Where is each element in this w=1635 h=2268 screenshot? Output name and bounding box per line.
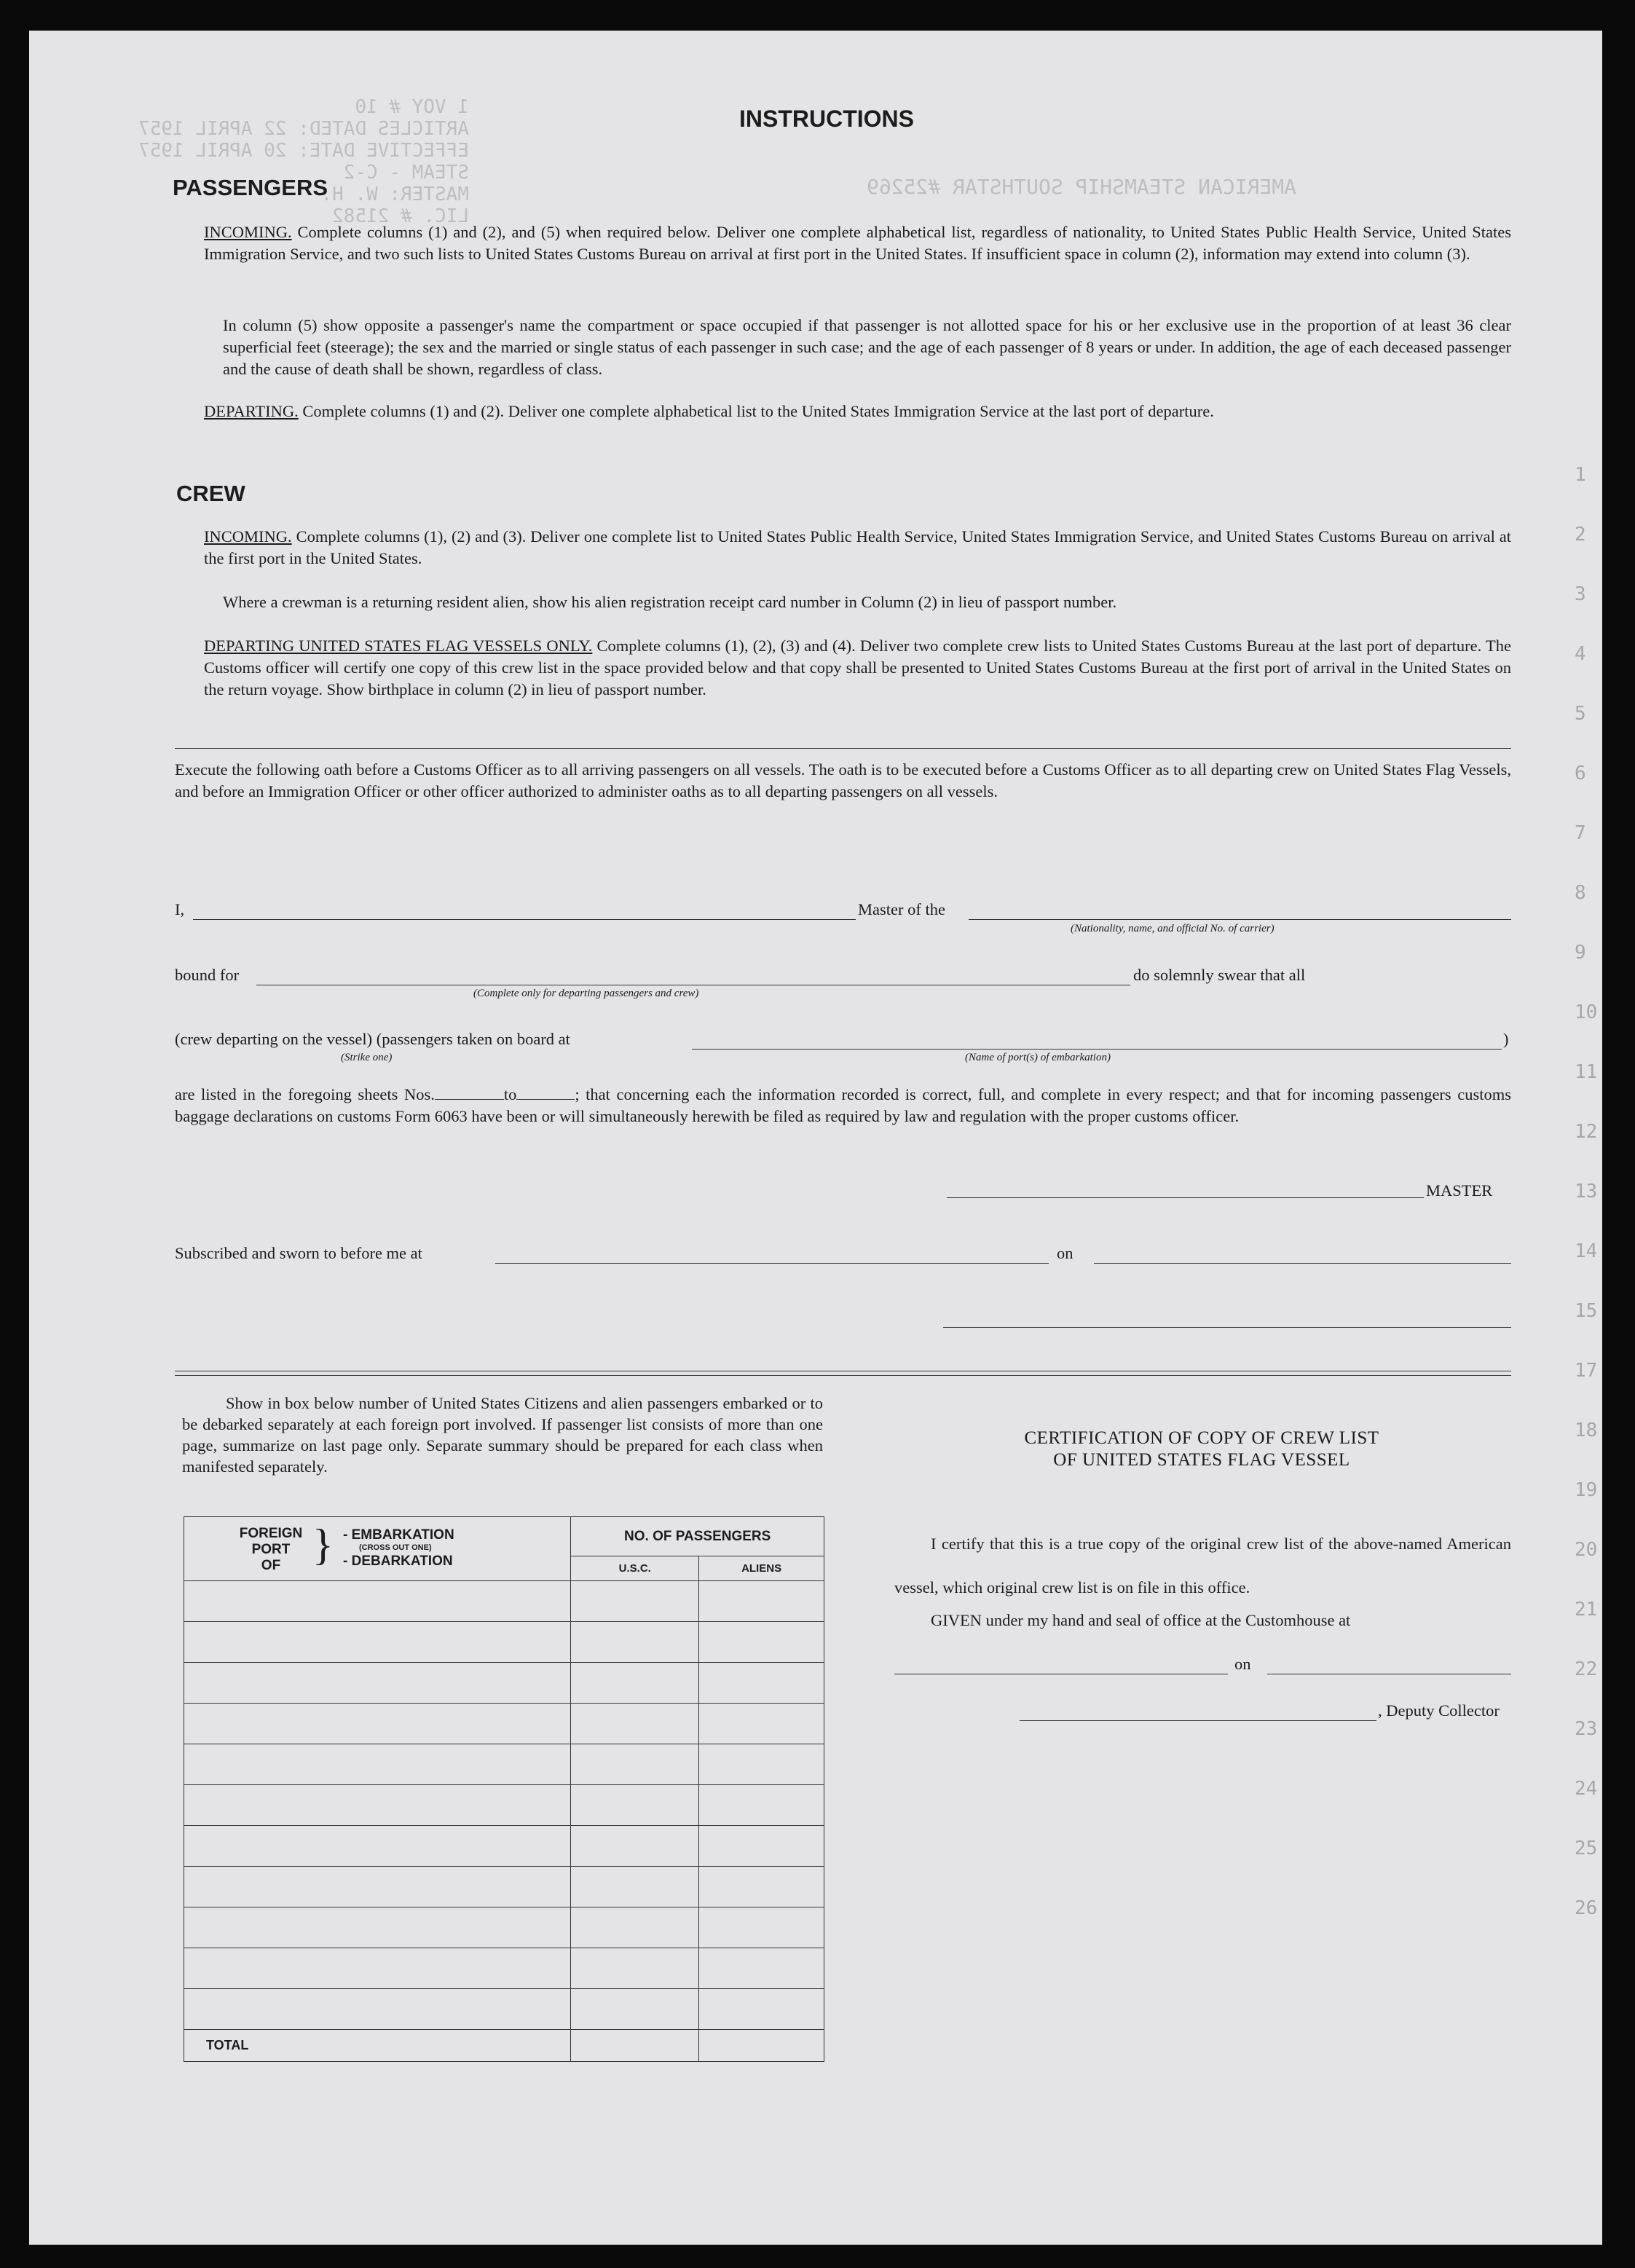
bleed-row-number: 17 [1575,1360,1598,1382]
aliens-count-cell[interactable] [699,1989,824,2030]
usc-count-cell[interactable] [571,1948,699,1989]
subscribed-label: Subscribed and sworn to before me at [175,1244,422,1262]
bleed-row-number: 13 [1575,1181,1598,1202]
bound-for-label: bound for [175,966,240,984]
port-row [184,1622,824,1663]
port-cell[interactable] [184,1948,571,1989]
brace-icon: } [312,1521,334,1569]
passengers-incoming-text: Complete columns (1) and (2), and (5) when required below. Deliver one complete alphabetical list, regardless of nationality, to United States Public Health Service, United States Immigration Service, and two such lists to United States Customs Bureau on arrival at first port in the United States. If insufficient space in column (2), information may extend into column (3). [204,223,1512,263]
port-row [184,1989,824,2030]
carrier-field[interactable] [969,919,1511,920]
passenger-summary-table [184,1516,824,2062]
bleed-through-header [138,96,469,227]
passengers-column5-paragraph: In column (5) show opposite a passenger's name the compartment or space occupied if that passenger is not allotted space for his or her exclusive use in the proportion of at least 36 clear superficial feet (steerage); the sex and the married or single status of each passenger in such case; and the age of each passenger of 8 years or under. In addition, the age of each deceased passenger and the cause of death shall be shown, regardless of class. [223,316,1511,378]
passengers-departing-text: Complete columns (1) and (2). Deliver one complete alphabetical list to the United States Immigration Service at the last port of departure. [302,402,1214,420]
summary-instructions: Show in box below number of United States Citizens and alien passengers embarked or to be debarked separately at each foreign port involved. If passenger list consists of more than one page, summarize on last page only. Separate summary should be prepared for each class when manifested separately. [182,1394,823,1476]
deputy-collector-signature-field[interactable] [1020,1720,1376,1721]
total-label: TOTAL [184,2030,571,2062]
crew-departing-paragraph [204,635,1511,701]
usc-count-cell[interactable] [571,1744,699,1785]
master-name-field[interactable] [193,919,856,920]
passengers-incoming-label: INCOMING. [204,223,292,241]
aliens-count-cell[interactable] [699,1704,824,1744]
bleed-row-number: 20 [1575,1539,1598,1561]
usc-count-cell[interactable] [571,1581,699,1622]
embarkation-label: - EMBARKATION [343,1527,454,1543]
usc-count-cell[interactable] [571,1622,699,1663]
bleed-row-number: 24 [1575,1778,1598,1800]
port-rows [184,1581,824,2030]
master-signature-field[interactable] [947,1197,1424,1198]
strike-one-caption: (Strike one) [341,1052,393,1063]
embarkation-port-field[interactable] [692,1049,1502,1050]
total-usc-cell[interactable] [571,2030,699,2062]
oath-i-label: I, [175,900,185,918]
page-title: INSTRUCTIONS [739,106,914,132]
usc-count-cell[interactable] [571,1989,699,2030]
aliens-count-cell[interactable] [699,1622,824,1663]
section-divider [175,748,1511,749]
sheet-to-field[interactable] [516,1084,575,1100]
port-cell[interactable] [184,1907,571,1948]
usc-count-cell[interactable] [571,1867,699,1907]
embarkation-port-caption: (Name of port(s) of embarkation) [965,1052,1111,1063]
crew-passengers-label: (crew departing on the vessel) (passengers taken on board at [175,1030,570,1048]
aliens-count-cell[interactable] [699,1867,824,1907]
given-text: GIVEN under my hand and seal of office at the Customhouse at [931,1611,1351,1629]
bleed-row-number: 4 [1575,643,1586,665]
port-cell[interactable] [184,1989,571,2030]
passengers-departing-paragraph [204,401,1511,422]
bleed-row-number: 15 [1575,1300,1598,1322]
bleed-row-number: 12 [1575,1121,1598,1143]
aliens-count-cell[interactable] [699,1581,824,1622]
foreign-port-label [231,1526,311,1574]
crew-incoming-paragraph [204,526,1511,570]
port-row [184,1663,824,1704]
port-cell[interactable] [184,1704,571,1744]
port-cell[interactable] [184,1867,571,1907]
certification-on-label: on [1234,1655,1251,1673]
bleed-line: ARTICLES DATED: 22 APRIL 1957 [138,118,469,140]
swear-label: do solemnly swear that all [1133,966,1306,984]
certification-title [874,1428,1529,1471]
bleed-row-number: 5 [1575,703,1586,725]
port-row [184,1826,824,1867]
bleed-row-number: 23 [1575,1718,1598,1740]
bleed-row-number: 11 [1575,1061,1598,1083]
usc-count-cell[interactable] [571,1826,699,1867]
bleed-through-vessel: AMERICAN STEAMSHIP SOUTHSTAR #25269 [867,175,1297,199]
port-cell[interactable] [184,1581,571,1622]
port-cell[interactable] [184,1622,571,1663]
sheet-from-field[interactable] [435,1084,504,1100]
bleed-row-number: 22 [1575,1658,1598,1680]
bleed-row-number: 26 [1575,1897,1598,1919]
usc-count-cell[interactable] [571,1704,699,1744]
oath-listed-paragraph [175,1084,1511,1127]
form-sheet [29,31,1602,2245]
aliens-count-cell[interactable] [699,1907,824,1948]
cross-out-label: (CROSS OUT ONE) [359,1543,432,1552]
bleed-row-number: 10 [1575,1001,1598,1023]
crew-departing-label: DEPARTING UNITED STATES FLAG VESSELS ONLY. [204,637,593,655]
passengers-incoming-paragraph [204,221,1511,265]
passengers-heading: PASSENGERS [173,175,328,200]
aliens-count-cell[interactable] [699,1663,824,1704]
crew-incoming-label: INCOMING. [204,527,292,546]
port-row [184,1704,824,1744]
port-row [184,1907,824,1948]
bleed-row-number: 9 [1575,942,1586,964]
bleed-row-number: 6 [1575,763,1586,784]
subscribed-place-field[interactable] [495,1263,1049,1264]
aliens-count-cell[interactable] [699,1826,824,1867]
crew-heading: CREW [176,481,245,506]
port-cell[interactable] [184,1785,571,1826]
bleed-row-number: 21 [1575,1599,1598,1621]
no-passengers-header: NO. OF PASSENGERS [571,1517,824,1556]
bleed-row-number: 14 [1575,1240,1598,1262]
aliens-count-cell[interactable] [699,1948,824,1989]
usc-count-cell[interactable] [571,1785,699,1826]
listed-text: ; that concerning each the information recorded is correct, full, and complete in every respect; and that for incoming passengers customs baggage declarations on customs Form 6063 have been or will simultaneously herewith be filed as required by law and regulation with the proper customs officer. [175,1085,1511,1125]
bleed-row-number: 19 [1575,1479,1598,1501]
total-aliens-cell[interactable] [699,2030,824,2062]
listed-prefix: are listed in the foregoing sheets Nos. [175,1085,435,1103]
carrier-caption: (Nationality, name, and official No. of carrier) [1071,923,1274,934]
port-cell[interactable] [184,1744,571,1785]
passengers-departing-label: DEPARTING. [204,402,299,420]
bleed-line: MASTER: W. H. [320,184,469,205]
bleed-row-number: 18 [1575,1420,1598,1441]
port-cell[interactable] [184,1663,571,1704]
aliens-count-cell[interactable] [699,1785,824,1826]
master-of-label: Master of the [858,900,945,918]
crew-incoming-text: Complete columns (1), (2) and (3). Deliver one complete list to United States Public Health Service, United States Immigration Service, and United States Customs Bureau on arrival at the first port in the United States. [204,527,1512,567]
debarkation-label: - DEBARKATION [343,1554,453,1569]
port-label-line: FOREIGN [239,1526,303,1541]
port-row [184,1867,824,1907]
usc-count-cell[interactable] [571,1663,699,1704]
bleed-line: STEAM - C-2 [343,162,469,184]
bleed-line: EFFECTIVE DATE: 20 APRIL 1957 [138,140,469,162]
officer-signature-field[interactable] [943,1327,1511,1328]
deputy-collector-label: , Deputy Collector [1378,1701,1500,1720]
port-row [184,1948,824,1989]
to-label: to [503,1085,517,1103]
bleed-line: 1 VOY # 10 [355,96,469,118]
port-header-cell [184,1517,571,1581]
master-label: MASTER [1426,1181,1493,1200]
bleed-row-number: 1 [1575,464,1586,486]
certification-title-line: OF UNITED STATES FLAG VESSEL [1053,1450,1350,1470]
aliens-count-cell[interactable] [699,1744,824,1785]
crew-departing-text: Complete columns (1), (2), (3) and (4). Deliver two complete crew lists to United States Customs Bureau at the last port of departure. The Customs officer will certify one copy of this crew list in the space provided below and that copy shall be presented to United States Customs Bureau at the first port of arrival in the United States on the return voyage. Show birthplace in column (2) in lieu of passport number. [204,637,1512,698]
close-paren: ) [1503,1030,1509,1048]
port-row [184,1785,824,1826]
usc-count-cell[interactable] [571,1907,699,1948]
bleed-row-number: 3 [1575,583,1586,605]
usc-header: U.S.C. [571,1556,699,1581]
double-rule-bottom [175,1375,1511,1376]
crew-alien-paragraph: Where a crewman is a returning resident alien, show his alien registration receipt card number in Column (2) in lieu of passport number. [223,593,1117,611]
port-row [184,1581,824,1622]
port-label-line: PORT [251,1542,291,1557]
bleed-line: LIC. # 21582 [332,205,469,227]
oath-on-label: on [1057,1244,1073,1262]
bleed-row-number: 2 [1575,524,1586,546]
bleed-row-number: 8 [1575,882,1586,904]
certification-text: I certify that this is a true copy of the original crew list of the above-named American vessel, which original crew list is on file in this office. [894,1535,1511,1596]
bleed-row-number: 25 [1575,1838,1598,1859]
port-label-line: OF [261,1558,281,1573]
bleed-row-number: 7 [1575,822,1586,844]
certification-title-line: CERTIFICATION OF COPY OF CREW LIST [1024,1428,1379,1448]
aliens-header: ALIENS [699,1556,824,1581]
port-row [184,1744,824,1785]
oath-intro: Execute the following oath before a Customs Officer as to all arriving passengers on all vessels. The oath is to be executed before a Customs Officer as to all departing crew on United States Flag Vessels, and before an Immigration Officer or other officer authorized to administer oaths as to all departing passengers on all vessels. [175,760,1511,800]
subscribed-date-field[interactable] [1094,1263,1511,1264]
bound-for-caption: (Complete only for departing passengers and crew) [473,988,699,999]
port-cell[interactable] [184,1826,571,1867]
